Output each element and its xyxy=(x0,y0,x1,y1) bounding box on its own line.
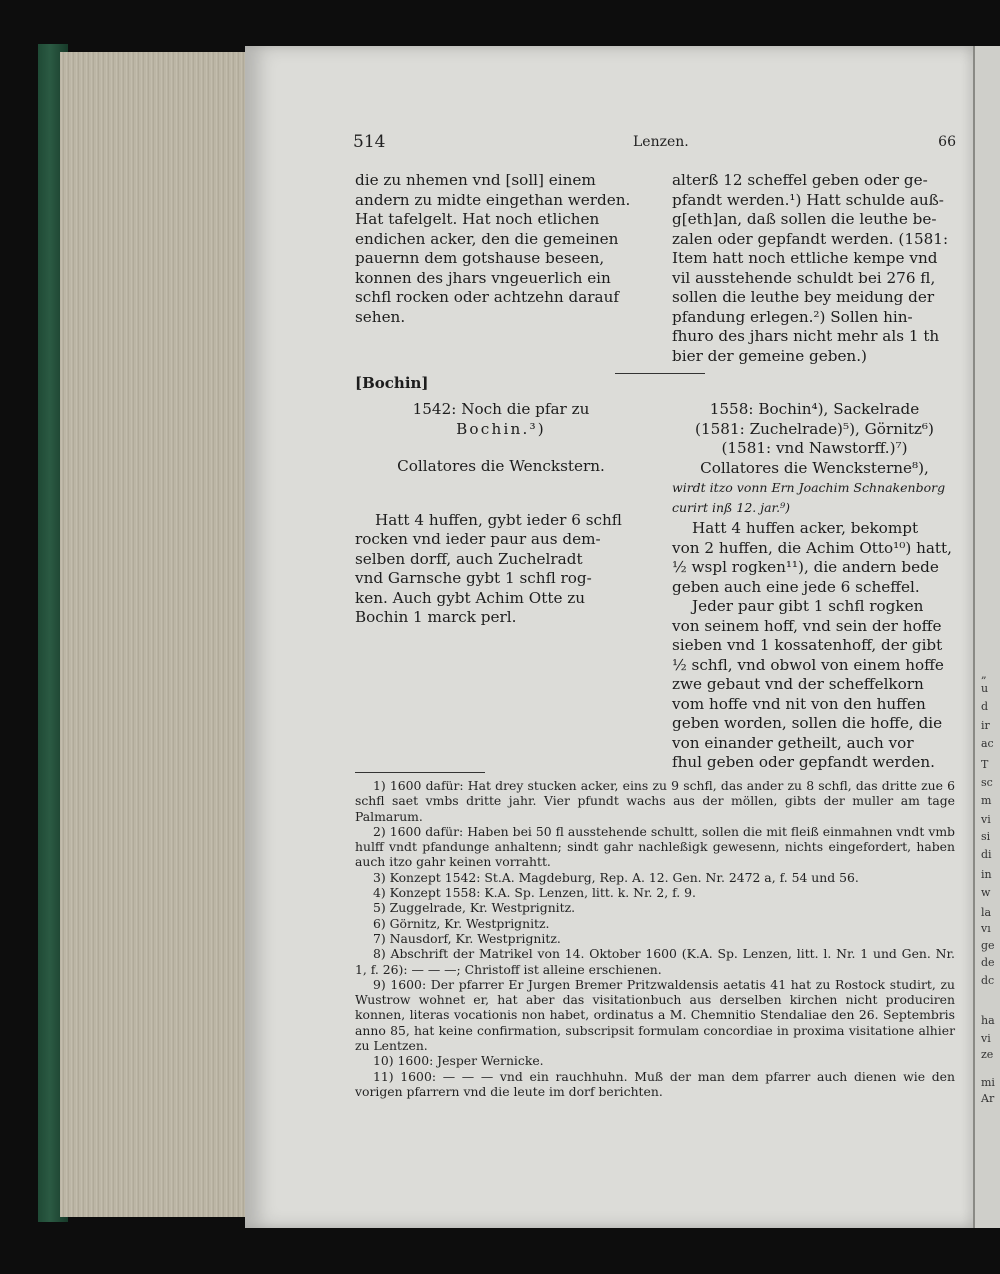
text-line: ken. Auch gybt Achim Otte zu xyxy=(355,588,586,607)
text-line: vil ausstehende schuldt bei 276 fl, xyxy=(672,268,936,287)
body-paragraph xyxy=(672,519,957,773)
entry-heading: 1558: Bochin⁴), Sackelrade xyxy=(709,400,920,418)
text-line: Bochin 1 marck perl. xyxy=(355,608,517,626)
page-number: 514 xyxy=(353,132,386,152)
next-page-fragment: ze xyxy=(981,1048,994,1061)
footnote-divider xyxy=(355,772,485,773)
next-page-fragment: vı xyxy=(981,922,991,935)
next-page-fragment: de xyxy=(981,956,995,969)
text-line: Hatt 4 huffen, gybt ieder 6 schfl xyxy=(375,510,622,529)
text-line: geben auch eine jede 6 scheffel. xyxy=(672,577,920,596)
next-page-fragment: la xyxy=(981,906,992,919)
text-line: selben dorff, auch Zuchelradt xyxy=(355,549,583,568)
text-line: die zu nhemen vnd [soll] einem xyxy=(355,171,596,189)
entry-heading: (1581: Zuchelrade)⁵), Görnitz⁶) xyxy=(695,419,934,438)
text-line: g[eth]an, daß sollen die leuthe be- xyxy=(672,210,937,228)
footnote: 10) 1600: Jesper Wernicke. xyxy=(373,1053,544,1069)
next-page-edge xyxy=(973,46,1000,1228)
text-line: vnd Garnsche gybt 1 schfl rog- xyxy=(355,569,592,587)
next-page-fragment: di xyxy=(981,848,992,861)
next-page-fragment: Ar xyxy=(981,1092,995,1105)
text-line: von 2 huffen, die Achim Otto¹⁰) hatt, xyxy=(672,538,952,557)
footnote: 3) Konzept 1542: St.A. Magdeburg, Rep. A. 12. Gen. Nr. 2472 a, f. 54 und 56. xyxy=(373,869,859,885)
text-line: pauernn dem gotshause beseen, xyxy=(355,249,605,267)
next-page-fragment: si xyxy=(981,830,991,843)
next-page-fragment: in xyxy=(981,868,992,881)
right-bochin-1558 xyxy=(672,400,957,773)
text-line: pfandung erlegen.²) Sollen hin- xyxy=(672,307,913,326)
text-line: Jeder paur gibt 1 schfl rogken xyxy=(692,597,924,615)
footnote: 9) 1600: Der pfarrer Er Jurgen Bremer Pritzwaldensis aetatis 41 hat zu Rostock studirt, zu Wustrow wohnet er, hat aber das visitationbuch aus derselben kirchen nicht produciren konnen, literas vocationis non habet, ordinatus a M. Chemnitio Stendaliae den 26. Septembris anno 85, hat keine confirmation, subscripsit formulam concordiae in proxima visitatione alhier zu Lentzen. xyxy=(355,976,955,1054)
next-page-fragment: dc xyxy=(981,974,995,987)
text-line: zwe gebaut vnd der scheffelkorn xyxy=(672,675,924,693)
section-title: [Bochin] xyxy=(355,374,429,392)
footnote: 7) Nausdorf, Kr. Westprignitz. xyxy=(373,930,561,946)
section-divider xyxy=(615,373,705,374)
text-line: Item hatt noch ettliche kempe vnd xyxy=(672,249,938,267)
text-line: schfl rocken oder achtzehn darauf xyxy=(355,288,620,306)
text-line: sehen. xyxy=(355,307,406,326)
right-page-number: 66 xyxy=(938,134,956,150)
italic-note: wirdt itzo vonn Ern Joachim Schnakenborg xyxy=(672,480,946,495)
entry-heading: Bochin.³) xyxy=(456,419,546,438)
text-line: Hatt 4 huffen acker, bekompt xyxy=(692,519,919,537)
next-page-fragment: d xyxy=(981,700,989,713)
next-page-fragment: vi xyxy=(981,1032,991,1045)
text-line: fhul geben oder gepfandt werden. xyxy=(672,753,935,771)
text-line: bier der gemeine geben.) xyxy=(672,346,867,365)
running-title: Lenzen. xyxy=(633,134,689,150)
next-page-fragment: ac xyxy=(981,737,994,750)
footnote: 6) Görnitz, Kr. Westprignitz. xyxy=(373,915,550,931)
next-page-fragment: sc xyxy=(981,776,993,789)
next-page-fragment: w xyxy=(981,886,991,899)
collatores-line: Collatores die Wencksterne⁸), xyxy=(700,458,929,477)
text-line: geben worden, sollen die hoffe, die xyxy=(672,714,943,732)
left-bochin-1542 xyxy=(355,400,647,628)
footnote: 1) 1600 dafür: Hat drey stucken acker, eins zu 9 schfl, das ander zu 8 schfl, das dritte zue 6 schfl saet vmbs dritte jahr. Vier pfundt wachs aus der möllen, gibts der muller am tage Palmarum. xyxy=(355,778,955,824)
body-paragraph xyxy=(355,511,647,628)
text-line: sieben vnd 1 kossatenhoff, der gibt xyxy=(672,636,943,654)
footnote: 2) 1600 dafür: Haben bei 50 fl ausstehende schultt, sollen die mit fleiß einmahnen vndt vmb hulff vndt pfandunge anhaltenn; sindt gahr nachleßigk gewesenn, nichts eingefordert, haben auch itzo gahr keinen vorrahtt. xyxy=(355,823,955,870)
right-top-paragraph xyxy=(672,171,957,366)
next-page-fragment: „ xyxy=(981,668,987,681)
next-page-fragment: mi xyxy=(981,1076,995,1089)
text-line: vom hoffe vnd nit von den huffen xyxy=(672,694,926,713)
footnote: 5) Zuggelrade, Kr. Westprignitz. xyxy=(373,900,576,916)
text-line: von seinem hoff, vnd sein der hoffe xyxy=(672,616,942,635)
entry-heading: (1581: vnd Nawstorff.)⁷) xyxy=(721,439,908,457)
text-line: sollen die leuthe bey meidung der xyxy=(672,288,935,306)
footnote: 4) Konzept 1558: K.A. Sp. Lenzen, litt. k. Nr. 2, f. 9. xyxy=(373,885,696,901)
page-block-edge xyxy=(60,52,260,1217)
next-page-fragment: T xyxy=(981,758,989,771)
text-line: pfandt werden.¹) Hatt schulde auß- xyxy=(672,190,944,209)
text-line: von einander getheilt, auch vor xyxy=(672,733,914,752)
text-line: alterß 12 scheffel geben oder ge- xyxy=(672,171,928,189)
text-line: fhuro des jhars nicht mehr als 1 th xyxy=(672,327,940,345)
entry-heading: 1542: Noch die pfar zu xyxy=(412,400,590,418)
text-line: rocken vnd ieder paur aus dem- xyxy=(355,530,601,548)
text-line: andern zu midte eingethan werden. xyxy=(355,190,631,209)
next-page-fragment: u xyxy=(981,682,989,695)
left-top-paragraph xyxy=(355,171,647,327)
footnotes xyxy=(355,778,955,1099)
text-line: konnen des jhars vngeuerlich ein xyxy=(355,268,611,287)
text-line: ½ schfl, vnd obwol von einem hoffe xyxy=(672,655,944,674)
italic-note: curirt inß 12. jar.⁹) xyxy=(672,499,791,515)
footnote: 8) Abschrift der Matrikel von 14. Oktober 1600 (K.A. Sp. Lenzen, litt. l. Nr. 1 und Gen. Nr. 1, f. 26): — — —; Christoff ist alleine erschienen. xyxy=(355,946,955,977)
text-line: endichen acker, den die gemeinen xyxy=(355,229,619,248)
collatores-line: Collatores die Wenckstern. xyxy=(397,457,605,475)
text-line: ½ wspl rogken¹¹), die andern bede xyxy=(672,558,939,576)
footnote: 11) 1600: — — — vnd ein rauchhuhn. Muß der man dem pfarrer auch dienen wie den vorigen pfarrern vnd die leute im dorf berichten. xyxy=(355,1068,955,1099)
next-page-fragment: ge xyxy=(981,939,995,952)
next-page-fragment: ha xyxy=(981,1014,995,1027)
next-page-fragment: vi xyxy=(981,813,991,826)
next-page-fragment: m xyxy=(981,794,992,807)
page-header xyxy=(353,132,956,154)
text-line: Hat tafelgelt. Hat noch etlichen xyxy=(355,210,600,228)
next-page-fragment: ir xyxy=(981,719,990,732)
text-line: zalen oder gepfandt werden. (1581: xyxy=(672,229,949,248)
